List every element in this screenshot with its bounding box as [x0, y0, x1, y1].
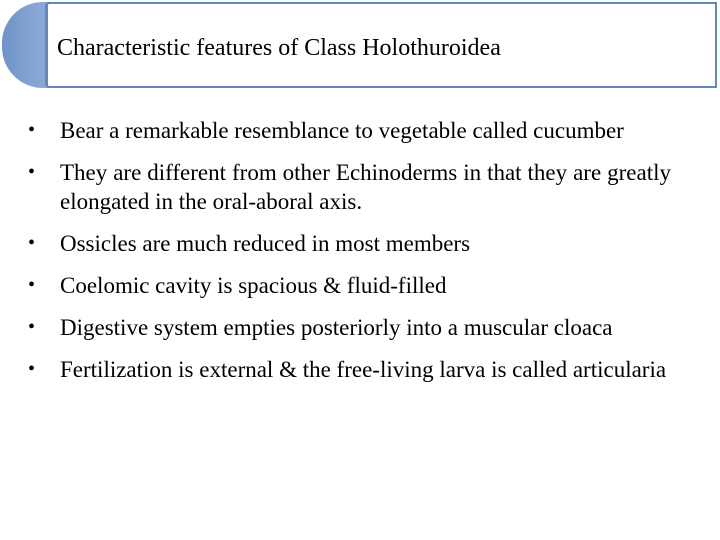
bullet-icon: •: [28, 358, 36, 380]
bullet-item-ossicles: [28, 229, 671, 258]
bullet-icon: •: [28, 161, 36, 183]
bullet-text: Coelomic cavity is spacious & fluid-filled: [60, 273, 447, 298]
bullet-list: [28, 116, 671, 384]
bullet-text: Fertilization is external & the free-living larva is called articularia: [60, 357, 667, 382]
bullet-text: They are different from other Echinoderms in that they are greatly elongated in the oral-aboral axis.: [60, 160, 671, 214]
bullet-text: Ossicles are much reduced in most members: [60, 231, 471, 256]
bullet-text: Digestive system empties posteriorly into a muscular cloaca: [60, 315, 613, 340]
bullet-item-coelomic-cavity: [28, 271, 671, 300]
bullet-icon: •: [28, 232, 36, 254]
bullet-item-elongated: [28, 158, 671, 216]
bullet-item-fertilization: [28, 355, 671, 384]
slide-title: Characteristic features of Class Holothuroidea: [57, 35, 501, 61]
bullet-icon: •: [28, 316, 36, 338]
bullet-item-digestive-system: [28, 313, 671, 342]
bullet-item-cucumber: [28, 116, 671, 145]
bullet-text: Bear a remarkable resemblance to vegetable called cucumber: [60, 118, 624, 143]
title-box: [45, 2, 717, 88]
bullet-icon: •: [28, 274, 36, 296]
bullet-icon: •: [28, 119, 36, 141]
